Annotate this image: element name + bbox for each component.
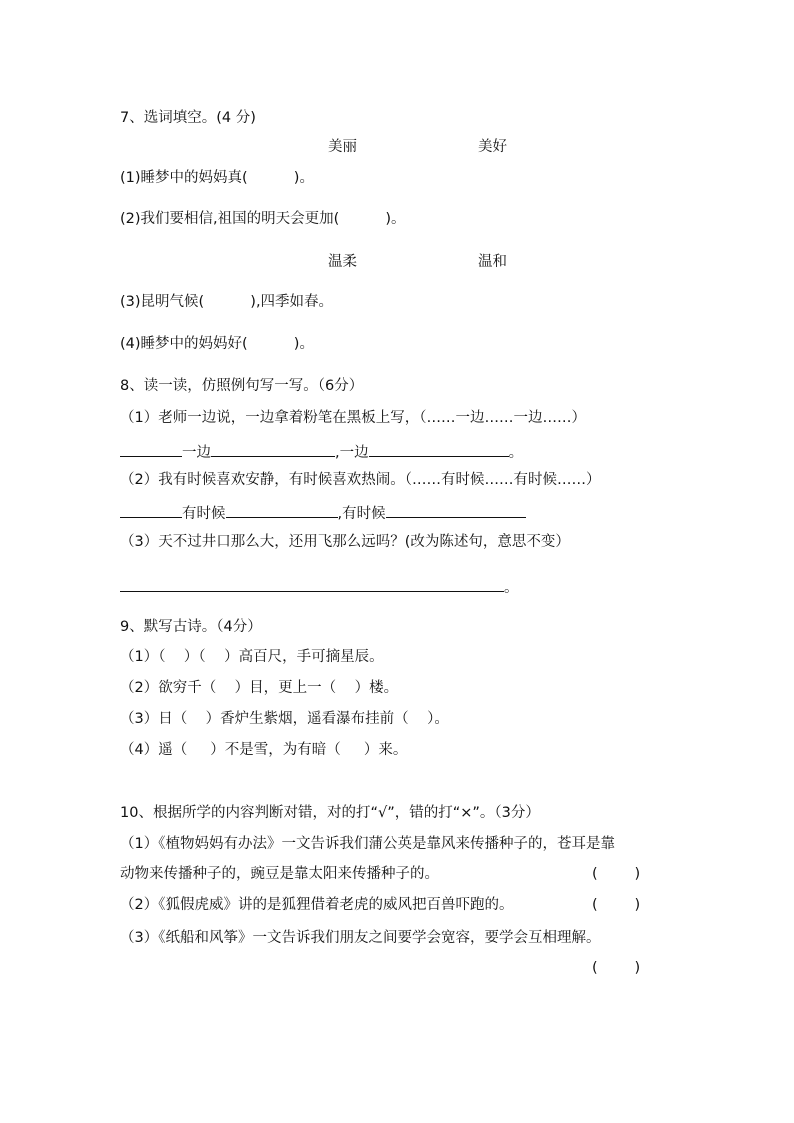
- poem-line-4: （4）遥（ ）不是雪，为有暗（ ）来。: [120, 742, 408, 758]
- q8-example-3: （3）天不过井口那么大，还用飞那么远吗？(改为陈述句，意思不变）: [120, 534, 570, 550]
- q10-item-1-line-2: 动物来传播种子的，豌豆是靠太阳来传播种子的。: [120, 866, 439, 882]
- q10-title: 10、根据所学的内容判断对错，对的打“√”，错的打“×”。（3分）: [120, 805, 540, 821]
- q7-sentence-4: (4)睡梦中的妈妈好( )。: [120, 336, 314, 352]
- word-option: 美丽: [328, 139, 357, 155]
- answer-bracket[interactable]: ( ): [592, 897, 641, 913]
- answer-bracket[interactable]: ( ): [592, 960, 641, 976]
- q8-fill-line-3: 。: [120, 575, 519, 598]
- answer-bracket[interactable]: ( ): [592, 866, 641, 882]
- poem-line-3: （3）日（ ）香炉生紫烟，遥看瀑布挂前（ ）。: [120, 711, 449, 727]
- word-option: 温柔: [328, 254, 357, 270]
- answer-blank[interactable]: [120, 440, 182, 457]
- q10-item-1-line-1: （1）《植物妈妈有办法》一文告诉我们蒲公英是靠风来传播种子的，苍耳是靠: [120, 836, 615, 852]
- q9-title: 9、默写古诗。（4分）: [120, 619, 262, 635]
- answer-blank[interactable]: [226, 501, 338, 518]
- poem-line-2: （2）欲穷千（ ）目，更上一（ ）楼。: [120, 680, 399, 696]
- q8-example-1: （1）老师一边说，一边拿着粉笔在黑板上写，（……一边……一边……）: [120, 410, 586, 426]
- answer-blank[interactable]: [211, 440, 335, 457]
- answer-blank[interactable]: [120, 575, 504, 592]
- q8-example-2: （2）我有时候喜欢安静，有时候喜欢热闹。（……有时候……有时候……）: [120, 472, 601, 488]
- q7-title: 7、选词填空。(4 分): [120, 110, 256, 126]
- q7-sentence-2: (2)我们要相信,祖国的明天会更加( )。: [120, 211, 406, 227]
- word-option: 温和: [478, 254, 507, 270]
- q10-item-3: （3）《纸船和风筝》一文告诉我们朋友之间要学会宽容，要学会互相理解。: [120, 930, 601, 946]
- q8-fill-line-2: 有时候 ,有时候: [120, 501, 526, 524]
- word-option: 美好: [478, 139, 507, 155]
- answer-blank[interactable]: [120, 501, 182, 518]
- q8-fill-line-1: 一边 ,一边 。: [120, 440, 523, 463]
- q7-sentence-1: (1)睡梦中的妈妈真( )。: [120, 170, 314, 186]
- q7-sentence-3: (3)昆明气候( ),四季如春。: [120, 294, 334, 310]
- q10-item-2: （2）《狐假虎威》讲的是狐狸借着老虎的威风把百兽吓跑的。: [120, 897, 514, 913]
- poem-line-1: （1）（ ）（ ）高百尺，手可摘星辰。: [120, 649, 384, 665]
- q8-title: 8、读一读，仿照例句写一写。（6分）: [120, 378, 364, 394]
- answer-blank[interactable]: [369, 440, 509, 457]
- answer-blank[interactable]: [386, 501, 526, 518]
